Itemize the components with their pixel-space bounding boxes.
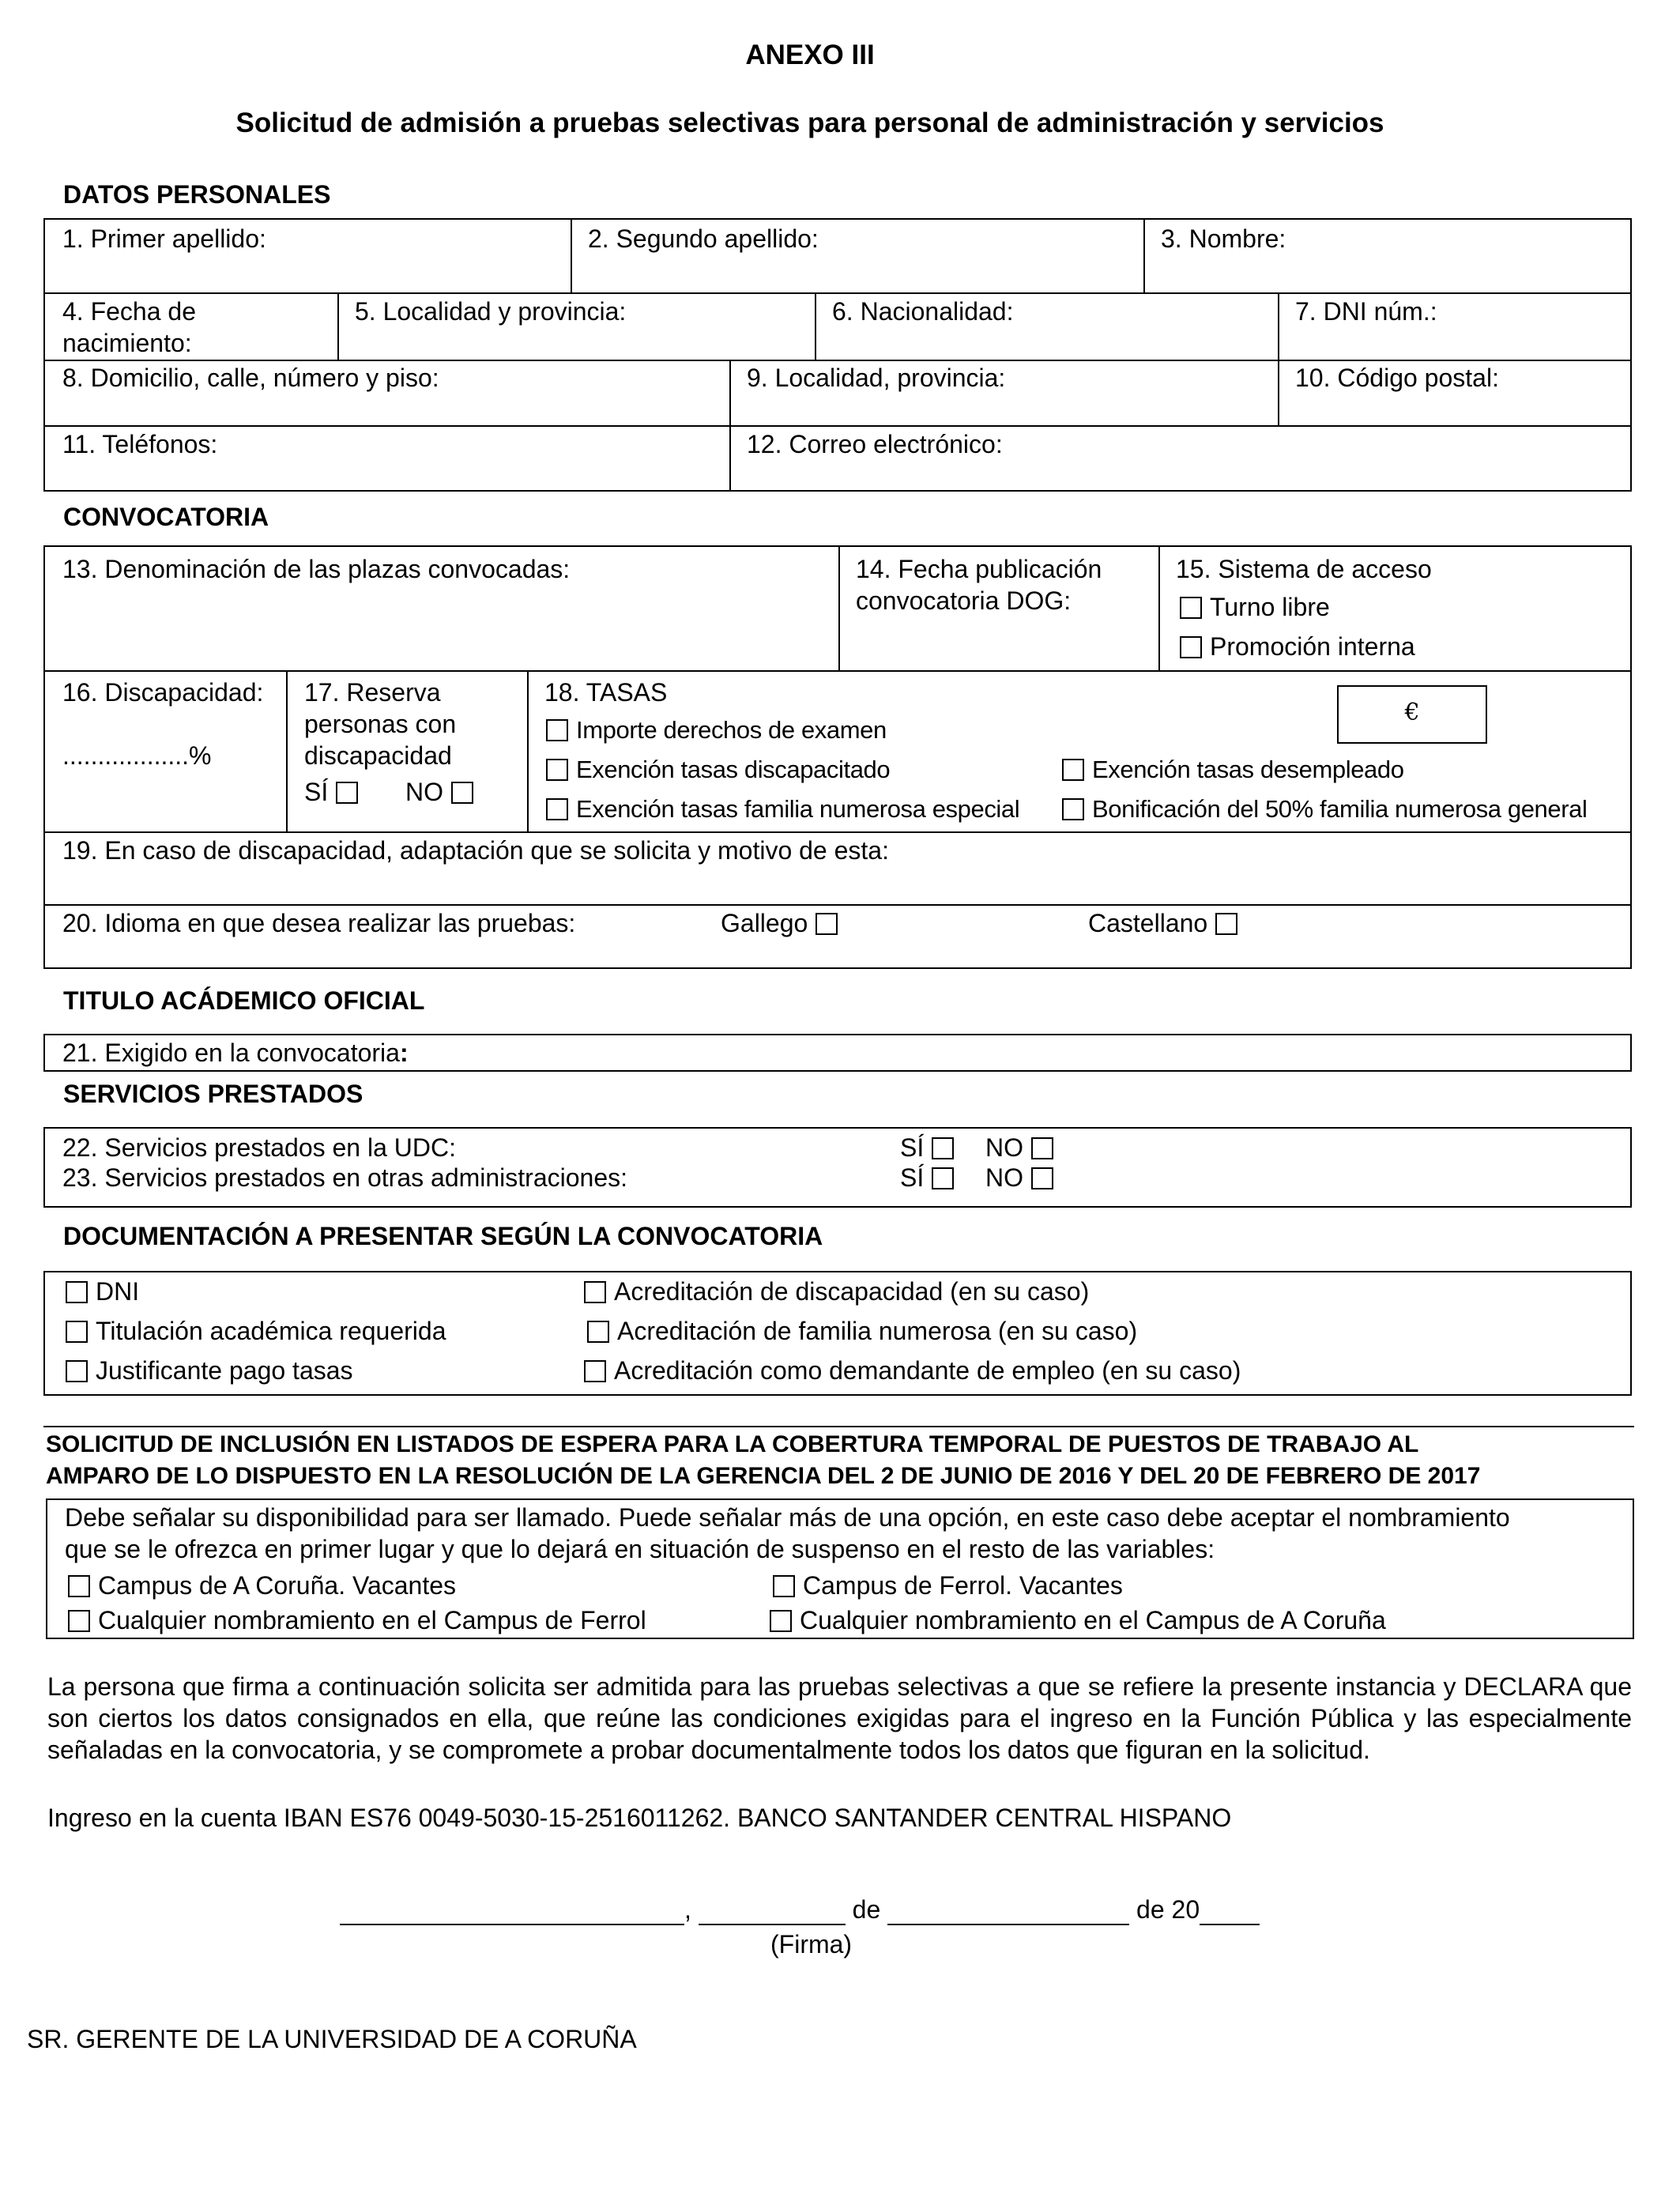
campus-coruna-vacantes-checkbox[interactable] (68, 1575, 90, 1597)
field-fecha-publicacion-2: convocatoria DOG: (856, 586, 1072, 615)
destinatario: SR. GERENTE DE LA UNIVERSIDAD DE A CORUÑA (27, 2025, 637, 2053)
promocion-interna-label: Promoción interna (1210, 632, 1415, 661)
exencion-fam-label: Exención tasas familia numerosa especial (576, 795, 1020, 823)
field-servicios-otras: 23. Servicios prestados en otras administraciones: (62, 1163, 628, 1192)
campus-coruna-vacantes-label: Campus de A Coruña. Vacantes (98, 1571, 457, 1600)
field-discapacidad: 16. Discapacidad: (62, 678, 264, 707)
datos-personales-table (43, 218, 1632, 492)
reserva-no-option[interactable] (405, 776, 473, 808)
page-title: ANEXO III (745, 40, 875, 70)
doc-acred-fam-checkbox[interactable] (587, 1321, 609, 1343)
campus-ferrol-vacantes-checkbox[interactable] (773, 1575, 795, 1597)
doc-acred-disc-checkbox[interactable] (584, 1281, 606, 1303)
doc-titulacion-checkbox[interactable] (66, 1321, 88, 1343)
field-reserva: 17. Reserva (304, 678, 441, 707)
field-reserva-3: discapacidad (304, 741, 452, 770)
signature-de-2: de 20 (1136, 1895, 1200, 1924)
otras-si-label: SÍ (900, 1163, 925, 1192)
reserva-no-checkbox[interactable] (451, 782, 473, 804)
field-servicios-udc: 22. Servicios prestados en la UDC: (62, 1133, 456, 1162)
listados-text-1: Debe señalar su disponibilidad para ser llamado. Puede señalar más de una opción, en este caso debe aceptar el nombramiento (65, 1503, 1510, 1532)
doc-dni[interactable] (66, 1276, 139, 1307)
gallego-label: Gallego (721, 909, 808, 937)
servicios-table (43, 1127, 1632, 1208)
udc-si-option[interactable] (900, 1132, 954, 1163)
iban-text: Ingreso en la cuenta IBAN ES76 0049-5030-15-2516011262. BANCO SANTANDER CENTRAL HISPANO (47, 1804, 1232, 1832)
exencion-disc-label: Exención tasas discapacitado (576, 756, 891, 783)
signature-month-blank[interactable] (887, 1897, 1129, 1925)
listados-text-2: que se le ofrezca en primer lugar y que lo dejará en situación de suspenso en el resto de las variables: (65, 1535, 1215, 1563)
option-campus-ferrol-vacantes[interactable] (773, 1570, 1123, 1601)
page-subtitle: Solicitud de admisión a pruebas selectivas para personal de administración y servicios (235, 107, 1384, 138)
option-campus-coruna-vacantes[interactable] (68, 1570, 456, 1601)
field-domicilio[interactable]: 8. Domicilio, calle, número y piso: (62, 364, 439, 392)
titulo-table (43, 1034, 1632, 1072)
nombramiento-ferrol-label: Cualquier nombramiento en el Campus de Ferrol (98, 1606, 646, 1634)
doc-justificante[interactable] (66, 1355, 353, 1386)
listados-heading-1: SOLICITUD DE INCLUSIÓN EN LISTADOS DE ESPERA PARA LA COBERTURA TEMPORAL DE PUESTOS DE TRABAJO AL (46, 1431, 1419, 1457)
campus-ferrol-vacantes-label: Campus de Ferrol. Vacantes (803, 1571, 1123, 1600)
option-nombramiento-ferrol[interactable] (68, 1604, 646, 1636)
udc-no-option[interactable] (985, 1132, 1053, 1163)
castellano-checkbox[interactable] (1215, 913, 1237, 935)
reserva-no-label: NO (405, 778, 443, 806)
documentacion-table (43, 1271, 1632, 1396)
section-datos-personales: DATOS PERSONALES (63, 180, 331, 209)
doc-titulacion[interactable] (66, 1315, 446, 1347)
nombramiento-coruna-checkbox[interactable] (770, 1610, 792, 1632)
exencion-desemp-checkbox[interactable] (1062, 759, 1084, 781)
option-exencion-familia[interactable] (546, 794, 1019, 825)
promocion-interna-checkbox[interactable] (1180, 636, 1202, 658)
field-discapacidad-percent[interactable]: ..................% (62, 741, 212, 770)
section-titulo: TITULO ACÁDEMICO OFICIAL (63, 986, 425, 1015)
section-convocatoria: CONVOCATORIA (63, 503, 269, 531)
exencion-fam-checkbox[interactable] (546, 798, 568, 820)
option-importe-derechos[interactable] (546, 714, 887, 746)
option-promocion-interna[interactable] (1180, 631, 1415, 662)
field-fecha-publicacion[interactable]: 14. Fecha publicación (856, 555, 1102, 583)
signature-comma: , (684, 1895, 691, 1924)
importe-label: Importe derechos de examen (576, 716, 887, 744)
udc-si-label: SÍ (900, 1133, 925, 1162)
field-codigo-postal[interactable]: 10. Código postal: (1295, 364, 1499, 392)
listados-heading-2: AMPARO DE LO DISPUESTO EN LA RESOLUCIÓN DE LA GERENCIA DEL 2 DE JUNIO DE 2016 Y DEL 20 DE FEBRERO DE 2017 (46, 1463, 1481, 1489)
option-gallego[interactable] (721, 907, 838, 939)
exencion-disc-checkbox[interactable] (546, 759, 568, 781)
field-nombre[interactable]: 3. Nombre: (1161, 224, 1286, 253)
reserva-si-label: SÍ (304, 778, 329, 806)
field-primer-apellido[interactable]: 1. Primer apellido: (62, 224, 266, 253)
udc-no-checkbox[interactable] (1031, 1137, 1053, 1159)
signature-line[interactable] (340, 1894, 1260, 1925)
doc-justificante-label: Justificante pago tasas (96, 1356, 353, 1385)
field-localidad[interactable]: 9. Localidad, provincia: (747, 364, 1006, 392)
udc-no-label: NO (985, 1133, 1023, 1162)
field-reserva-2: personas con (304, 710, 457, 738)
field-titulo-exigido[interactable] (62, 1037, 409, 1069)
otras-no-checkbox[interactable] (1031, 1167, 1053, 1189)
field-adaptacion[interactable]: 19. En caso de discapacidad, adaptación que se solicita y motivo de esta: (62, 836, 889, 865)
doc-titulacion-label: Titulación académica requerida (96, 1317, 446, 1345)
otras-si-checkbox[interactable] (932, 1167, 954, 1189)
section-documentacion: DOCUMENTACIÓN A PRESENTAR SEGÚN LA CONVOCATORIA (63, 1222, 823, 1250)
option-exencion-desempleado[interactable] (1062, 754, 1404, 786)
listados-table (46, 1498, 1634, 1639)
nombramiento-coruna-label: Cualquier nombramiento en el Campus de A Coruña (800, 1606, 1386, 1634)
doc-acred-empleo[interactable] (584, 1355, 1241, 1386)
signature-de-1: de (852, 1895, 881, 1924)
field-idioma: 20. Idioma en que desea realizar las pruebas: (62, 909, 576, 937)
field-fecha-nacimiento-2: nacimiento: (62, 329, 192, 357)
option-turno-libre[interactable] (1180, 591, 1330, 623)
field-segundo-apellido[interactable]: 2. Segundo apellido: (588, 224, 819, 253)
otras-no-label: NO (985, 1163, 1023, 1192)
titulo-colon: : (399, 1039, 409, 1067)
signature-day-blank[interactable] (699, 1897, 846, 1925)
field-telefonos[interactable]: 11. Teléfonos: (62, 430, 218, 458)
udc-si-checkbox[interactable] (932, 1137, 954, 1159)
field-correo[interactable]: 12. Correo electrónico: (747, 430, 1003, 458)
bonificacion-label: Bonificación del 50% familia numerosa general (1092, 795, 1588, 823)
doc-acred-disc[interactable] (584, 1276, 1089, 1307)
euro-symbol: € (1404, 699, 1420, 726)
option-nombramiento-coruna[interactable] (770, 1604, 1386, 1636)
signature-label: (Firma) (770, 1930, 853, 1958)
field-localidad-provincia[interactable]: 5. Localidad y provincia: (355, 297, 627, 326)
bonificacion-checkbox[interactable] (1062, 798, 1084, 820)
convocatoria-table (43, 545, 1632, 969)
field-denominacion-plazas[interactable]: 13. Denominación de las plazas convocadas: (62, 555, 571, 583)
doc-acred-disc-label: Acreditación de discapacidad (en su caso) (614, 1277, 1090, 1306)
doc-acred-empleo-checkbox[interactable] (584, 1360, 606, 1382)
doc-dni-label: DNI (96, 1277, 140, 1306)
titulo-exigido-label: 21. Exigido en la convocatoria (62, 1039, 400, 1067)
option-castellano[interactable] (1088, 907, 1237, 939)
turno-libre-checkbox[interactable] (1180, 597, 1202, 619)
nombramiento-ferrol-checkbox[interactable] (68, 1610, 90, 1632)
importe-checkbox[interactable] (546, 719, 568, 741)
option-bonificacion[interactable] (1062, 794, 1587, 825)
signature-year-blank[interactable] (1200, 1897, 1260, 1925)
field-dni[interactable]: 7. DNI núm.: (1295, 297, 1437, 326)
reserva-si-checkbox[interactable] (336, 782, 358, 804)
field-fecha-nacimiento[interactable]: 4. Fecha de (62, 297, 196, 326)
doc-acred-empleo-label: Acreditación como demandante de empleo (en su caso) (614, 1356, 1241, 1385)
reserva-si-option[interactable] (304, 776, 358, 808)
field-tasas: 18. TASAS (544, 678, 668, 707)
castellano-label: Castellano (1088, 909, 1208, 937)
listados-top-rule (43, 1426, 1634, 1427)
otras-si-option[interactable] (900, 1162, 954, 1193)
doc-justificante-checkbox[interactable] (66, 1360, 88, 1382)
option-exencion-discapacitado[interactable] (546, 754, 890, 786)
doc-dni-checkbox[interactable] (66, 1281, 88, 1303)
doc-acred-fam-label: Acreditación de familia numerosa (en su caso) (617, 1317, 1138, 1345)
euro-amount-box[interactable] (1337, 685, 1487, 744)
otras-no-option[interactable] (985, 1162, 1053, 1193)
signature-place-blank[interactable] (340, 1897, 684, 1925)
doc-acred-fam[interactable] (587, 1315, 1137, 1347)
section-servicios: SERVICIOS PRESTADOS (63, 1080, 363, 1108)
declaracion-paragraph: La persona que firma a continuación solicita ser admitida para las pruebas selectivas a que se refiere la presente instancia y DECLARA que son ciertos los datos consignados en ella, que reúne las condiciones exigidas para el ingreso en la Función Pública y las especialmente señaladas en la convocatoria, y se compromete a probar documentalmente todos los datos que figuran en la solicitud. (47, 1672, 1632, 1764)
gallego-checkbox[interactable] (816, 913, 838, 935)
field-sistema-acceso: 15. Sistema de acceso (1176, 555, 1432, 583)
field-nacionalidad[interactable]: 6. Nacionalidad: (832, 297, 1014, 326)
turno-libre-label: Turno libre (1210, 593, 1330, 621)
exencion-desemp-label: Exención tasas desempleado (1092, 756, 1404, 783)
